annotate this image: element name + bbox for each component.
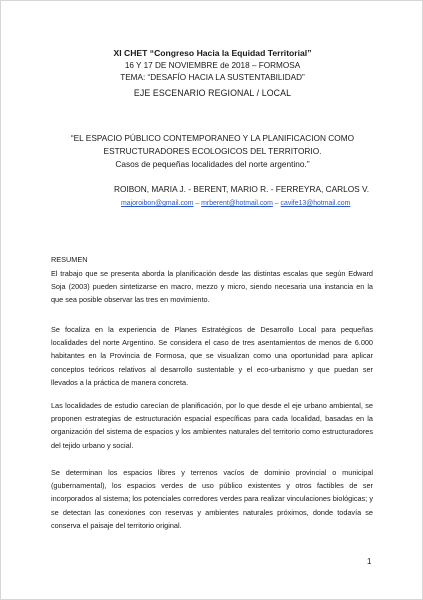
congress-title: XI CHET “Congreso Hacia la Equidad Territorial”: [113, 48, 312, 58]
abstract-paragraph: [51, 267, 373, 307]
paragraph-text: Se focaliza en la experiencia de Planes Estratégicos de Desarrollo Local para pequeñas localidades del norte Argentino. Se considera el caso de tres asentamientos de menos de 6.000 habitantes en la Provincia de Formosa, que se visualizan como una oportunidad para aplicar conceptos teóricos relativos al desarrollo sustentable y el eco-urbanismo y que puedan ser llevados a la práctica de manera concreta.: [51, 325, 373, 387]
congress-axis: EJE ESCENARIO REGIONAL / LOCAL: [133, 88, 292, 98]
authors: ROIBON, MARIA J. - BERENT, MARIO R. - FERREYRA, CARLOS V.: [114, 184, 370, 194]
email-separator: –: [272, 200, 281, 207]
congress-theme: TEMA: “DESAFÍO HACIA LA SUSTENTABILIDAD”: [120, 73, 305, 82]
email-separator: –: [193, 200, 202, 207]
abstract-paragraph: [51, 323, 373, 389]
paper-title-line-2: ESTRUCTURADORES ECOLOGICOS DEL TERRITORIO.: [103, 146, 322, 156]
email-link-2[interactable]: mrberent@hotmail.com: [201, 200, 273, 207]
author-emails: [121, 200, 350, 207]
email-link-3[interactable]: cavife13@hotmail.com: [280, 200, 351, 207]
abstract-paragraph: [51, 399, 373, 452]
abstract-heading: RESUMEN: [51, 255, 88, 264]
congress-date: 16 Y 17 DE NOVIEMBRE de 2018 – FORMOSA: [124, 61, 301, 70]
page-number: 1: [367, 557, 372, 566]
paragraph-text: El trabajo que se presenta aborda la planificación desde las distintas escalas que según Edward Soja (2003) pueden sintetizarse en macro, mezzo y micro, siendo necesaria una instancia en la que sea posible observar las tres en movimiento.: [51, 269, 373, 305]
email-link-1[interactable]: majoroibon@gmail.com: [121, 200, 194, 207]
paragraph-text: Las localidades de estudio carecían de planificación, por lo que desde el eje urbano ambiental, se proponen estrategias de estructuración espacial específicas para cada localidad, basadas en la organización del sistema de espacios y los ambientes naturales del territorio como estructuradores del tejido urbano y social.: [51, 401, 373, 450]
abstract-paragraph: [51, 466, 373, 532]
paper-title-line-3: Casos de pequeñas localidades del norte argentino.”: [115, 159, 310, 169]
paper-title-line-1: “EL ESPACIO PÚBLICO CONTEMPORANEO Y LA PLANIFICACION COMO: [70, 133, 355, 143]
paragraph-text: Se determinan los espacios libres y terrenos vacíos de dominio provincial o municipal (gubernamental), los espacios verdes de uso público existentes y otros factibles de ser incorporados al sistema; los potenciales corredores verdes para realizar vinculaciones biológicas; y se detectan las conexiones con reservas y ambientes naturales próximos, donde todavía se conserva el paisaje del territorio original.: [51, 468, 373, 530]
